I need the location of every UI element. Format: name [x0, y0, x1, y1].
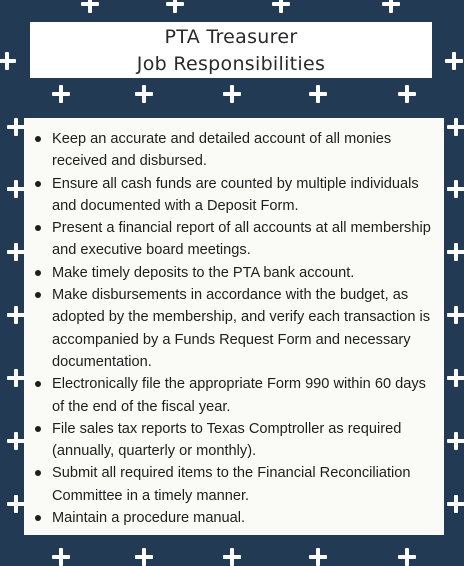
list-item	[52, 284, 438, 373]
plus-icon	[272, 0, 290, 13]
plus-icon	[52, 85, 70, 103]
bullet-icon	[35, 515, 41, 521]
bullet-icon	[35, 225, 41, 231]
list-item	[52, 373, 438, 418]
bullet-icon	[35, 136, 41, 142]
title-line-2: Job Responsibilities	[136, 53, 326, 75]
list-item	[52, 262, 438, 284]
plus-icon	[447, 118, 464, 136]
list-item-text: Maintain a procedure manual.	[52, 510, 246, 527]
bullet-icon	[35, 270, 41, 276]
plus-icon	[447, 432, 464, 450]
plus-icon	[445, 52, 463, 70]
list-item	[52, 217, 438, 262]
list-item-text: Ensure all cash funds are counted by multiple individuals and documented with a Deposit Form.	[52, 175, 419, 214]
list-item	[52, 507, 438, 529]
plus-icon	[7, 180, 25, 198]
plus-icon	[7, 369, 25, 387]
bullet-icon	[35, 292, 41, 298]
bullet-icon	[35, 426, 41, 432]
plus-icon	[7, 306, 25, 324]
plus-icon	[309, 548, 327, 566]
plus-icon	[398, 85, 416, 103]
bullet-icon	[35, 381, 41, 387]
list-item-text: Keep an accurate and detailed account of all monies received and disbursed.	[52, 131, 392, 170]
list-item-text: Submit all required items to the Financial Reconciliation Committee in a timely manner.	[52, 465, 411, 504]
plus-icon	[382, 0, 400, 13]
plus-icon	[7, 432, 25, 450]
plus-icon	[447, 369, 464, 387]
list-item-text: Make timely deposits to the PTA bank account.	[52, 264, 355, 281]
plus-icon	[135, 85, 153, 103]
plus-icon	[81, 0, 99, 13]
list-item-text: Electronically file the appropriate Form 990 within 60 days of the end of the fiscal year.	[52, 376, 426, 415]
list-item	[52, 418, 438, 463]
bullet-icon	[35, 470, 41, 476]
title-line-1: PTA Treasurer	[164, 26, 298, 48]
list-item-text: File sales tax reports to Texas Comptroller as required (annually, quarterly or monthly).	[52, 420, 402, 460]
plus-icon	[7, 495, 25, 513]
plus-icon	[223, 85, 241, 103]
plus-icon	[309, 85, 327, 103]
responsibilities-list	[24, 118, 444, 529]
title-banner	[30, 22, 432, 78]
plus-icon	[0, 52, 16, 70]
plus-icon	[398, 548, 416, 566]
list-item-text: Present a financial report of all accounts at all membership and executive board meetings.	[52, 220, 431, 259]
plus-icon	[447, 243, 464, 261]
list-item	[52, 128, 438, 173]
plus-icon	[7, 243, 25, 261]
plus-icon	[447, 495, 464, 513]
list-item	[52, 173, 438, 218]
plus-icon	[447, 180, 464, 198]
plus-icon	[52, 548, 70, 566]
plus-icon	[7, 118, 25, 136]
plus-icon	[166, 0, 184, 13]
list-item	[52, 462, 438, 507]
plus-icon	[447, 306, 464, 324]
bullet-icon	[35, 181, 41, 187]
responsibilities-panel	[24, 118, 444, 535]
plus-icon	[135, 548, 153, 566]
list-item-text: Make disbursements in accordance with the budget, as adopted by the membership, and verify each transaction is accompanied by a Funds Request Form and necessary documentation.	[52, 287, 431, 370]
plus-icon	[223, 548, 241, 566]
